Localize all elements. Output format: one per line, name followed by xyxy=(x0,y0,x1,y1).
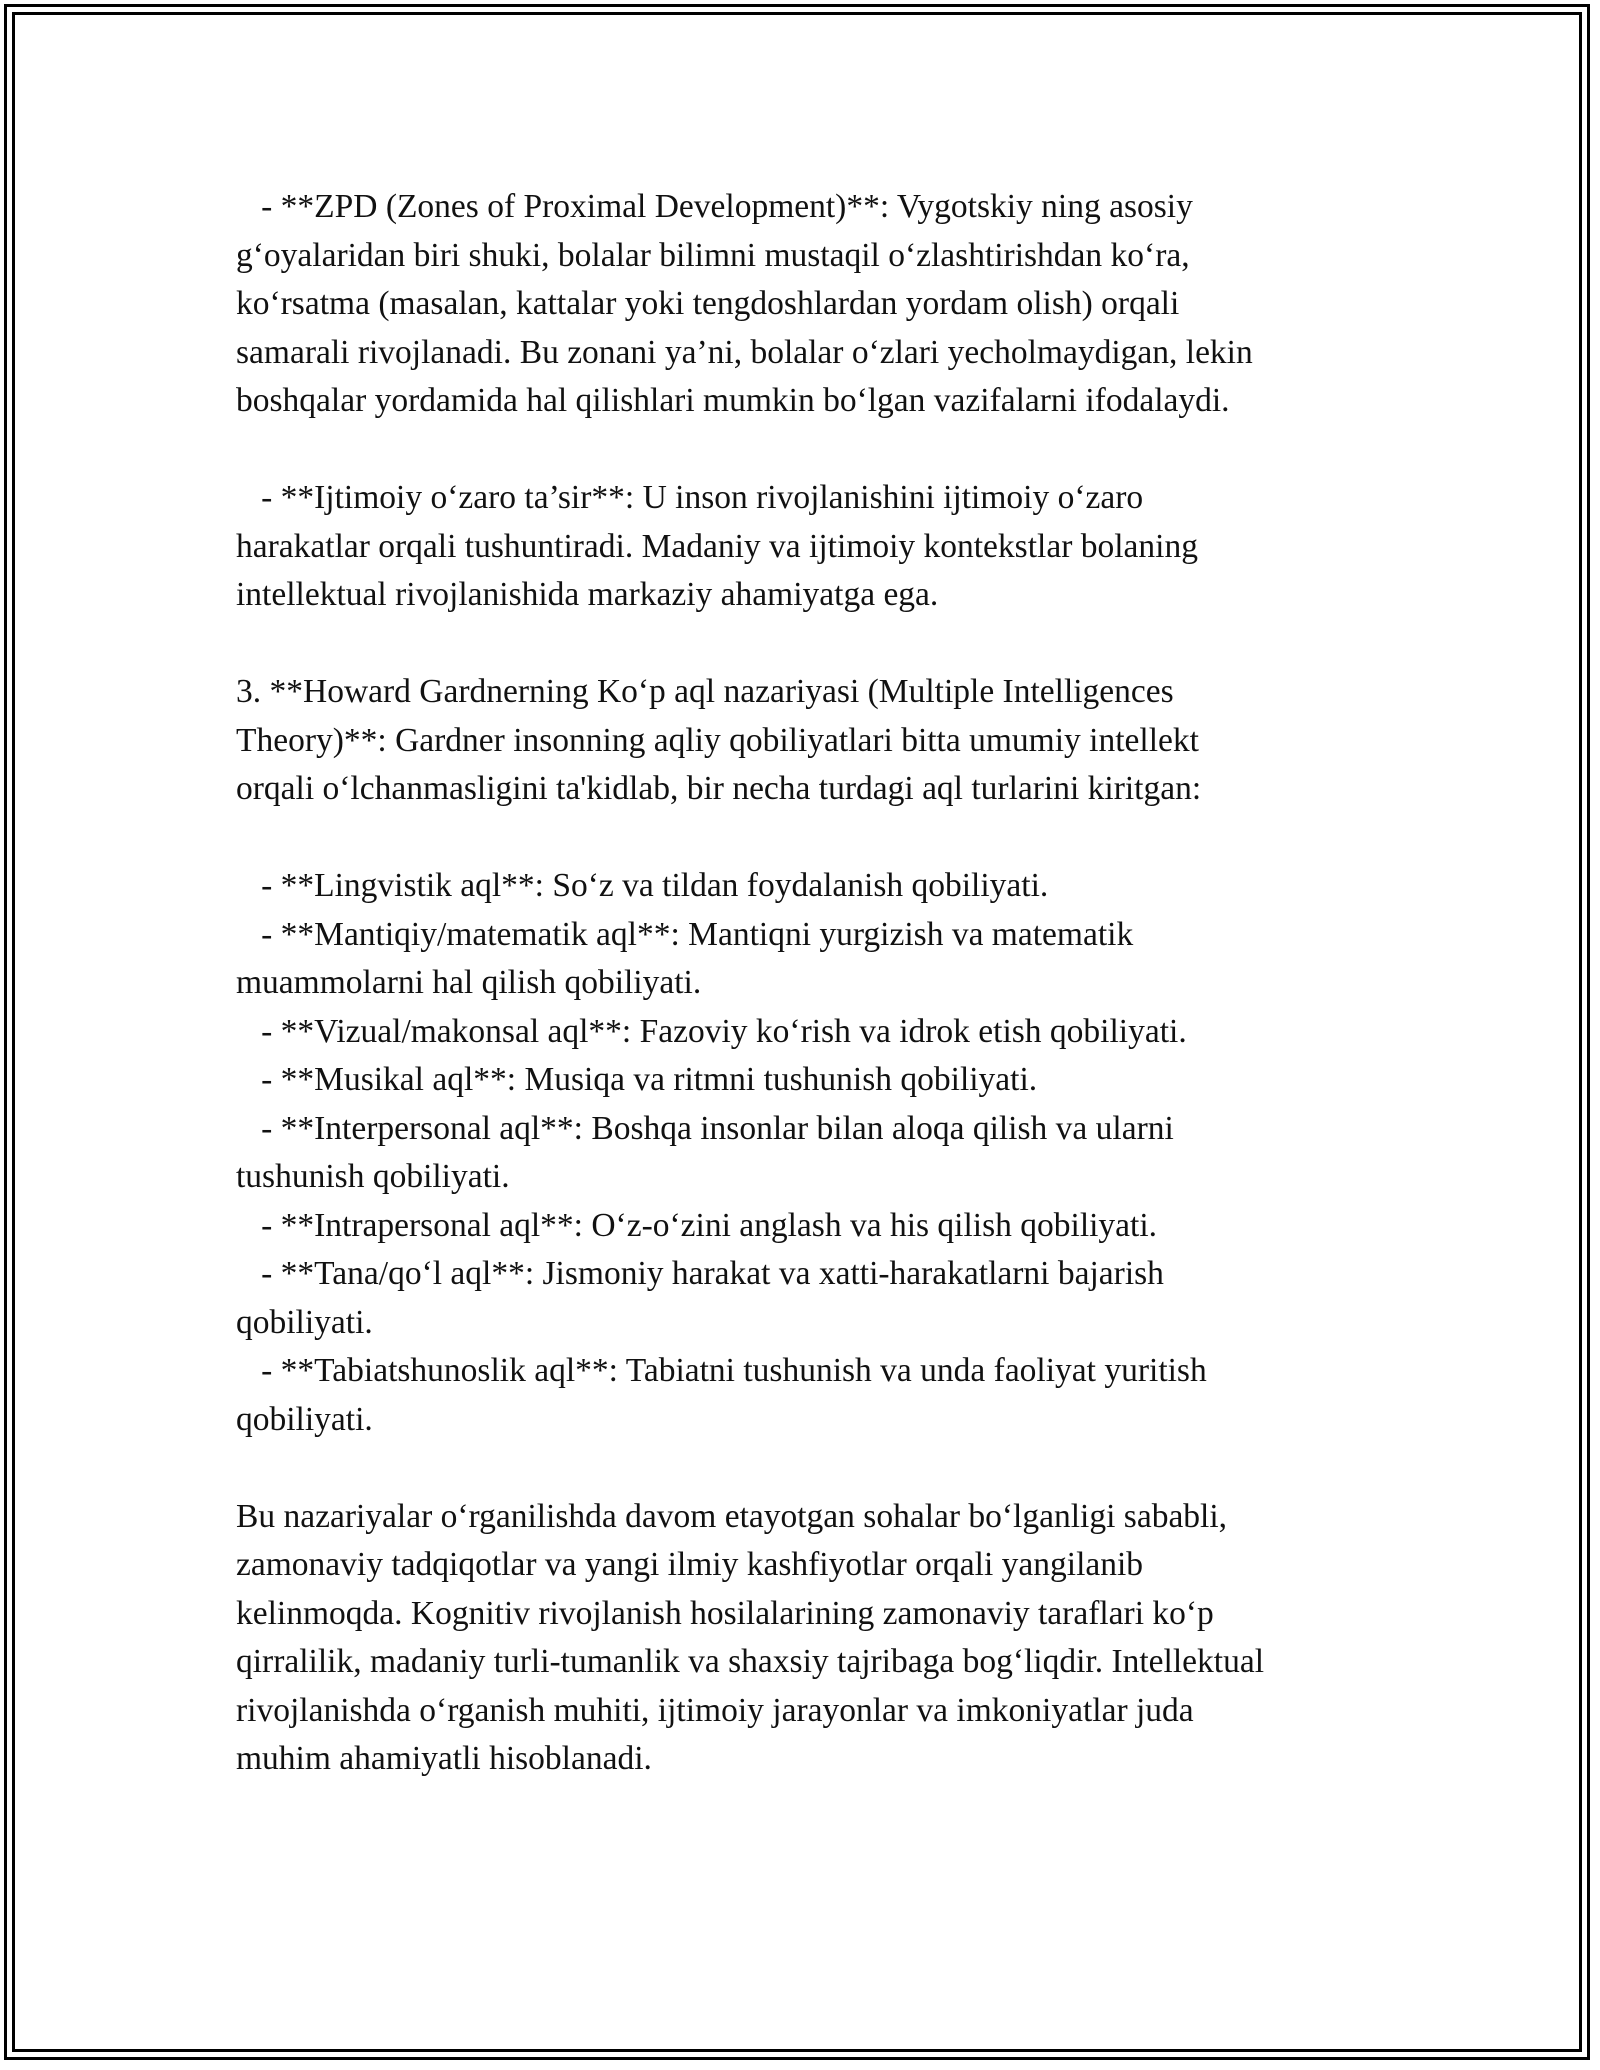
text-line: samarali rivojlanadi. Bu zonani ya’ni, bolalar o‘zlari yecholmaydigan, lekin xyxy=(236,333,1253,371)
text-line: - **Vizual/makonsal aql**: Fazoviy ko‘rish va idrok etish qobiliyati. xyxy=(236,1012,1187,1050)
text-line: g‘oyalaridan biri shuki, bolalar bilimni mustaqil o‘zlashtirishdan ko‘ra, xyxy=(236,236,1190,274)
text-line: Theory)**: Gardner insonning aqliy qobiliyatlari bitta umumiy intellekt xyxy=(236,721,1199,759)
text-line: - **Tana/qo‘l aql**: Jismoniy harakat va xatti-harakatlarni bajarish xyxy=(236,1255,1164,1292)
text-line: boshqalar yordamida hal qilishlari mumkin bo‘lgan vazifalarni ifodalaydi. xyxy=(236,382,1230,419)
text-line: muammolarni hal qilish qobiliyati. xyxy=(236,964,702,1001)
document-body xyxy=(236,183,1396,1784)
text-line: zamonaviy tadqiqotlar va yangi ilmiy kashfiyotlar orqali yangilanib xyxy=(236,1546,1144,1583)
text-line: qirralilik, madaniy turli-tumanlik va shaxsiy tajribaga bog‘liqdir. Intellektual xyxy=(236,1643,1265,1680)
text-line: rivojlanishda o‘rganish muhiti, ijtimoiy jarayonlar va imkoniyatlar juda xyxy=(236,1691,1194,1729)
text-line: tushunish qobiliyati. xyxy=(236,1158,510,1195)
text-line: 3. **Howard Gardnerning Ko‘p aql nazariyasi (Multiple Intelligences xyxy=(236,673,1174,710)
text-line: qobiliyati. xyxy=(236,1400,373,1438)
text-line: - **Interpersonal aql**: Boshqa insonlar bilan aloqa qilish va ularni xyxy=(236,1109,1174,1147)
text-line: - **Ijtimoiy o‘zaro ta’sir**: U inson rivojlanishini ijtimoiy o‘zaro xyxy=(236,479,1144,516)
blank-line xyxy=(236,1444,1396,1493)
text-line: kelinmoqda. Kognitiv rivojlanish hosilalarining zamonaviy taraflari ko‘p xyxy=(236,1594,1214,1632)
blank-line xyxy=(236,426,1396,475)
text-line: orqali o‘lchanmasligini ta'kidlab, bir necha turdagi aql turlarini kiritgan: xyxy=(236,770,1202,807)
text-line: - **Tabiatshunoslik aql**: Tabiatni tushunish va unda faoliyat yuritish xyxy=(236,1352,1207,1389)
text-line: - **ZPD (Zones of Proximal Development)**: Vygotskiy ning asosiy xyxy=(236,188,1193,225)
text-line: - **Musikal aql**: Musiqa va ritmni tushunish qobiliyati. xyxy=(236,1061,1038,1098)
blank-line xyxy=(236,814,1396,863)
text-line: intellektual rivojlanishida markaziy ahamiyatga ega. xyxy=(236,576,939,613)
text-line: qobiliyati. xyxy=(236,1303,373,1341)
blank-line xyxy=(236,620,1396,669)
text-line: ko‘rsatma (masalan, kattalar yoki tengdoshlardan yordam olish) orqali xyxy=(236,285,1180,322)
text-line: muhim ahamiyatli hisoblanadi. xyxy=(236,1740,652,1777)
text-line: Bu nazariyalar o‘rganilishda davom etayotgan sohalar bo‘lganligi sababli, xyxy=(236,1497,1228,1535)
text-line: - **Mantiqiy/matematik aql**: Mantiqni yurgizish va matematik xyxy=(236,915,1134,953)
text-line: harakatlar orqali tushuntiradi. Madaniy va ijtimoiy kontekstlar bolaning xyxy=(236,527,1198,565)
text-line: - **Intrapersonal aql**: O‘z-o‘zini anglash va his qilish qobiliyati. xyxy=(236,1206,1158,1244)
text-line: - **Lingvistik aql**: So‘z va tildan foydalanish qobiliyati. xyxy=(236,867,1049,904)
